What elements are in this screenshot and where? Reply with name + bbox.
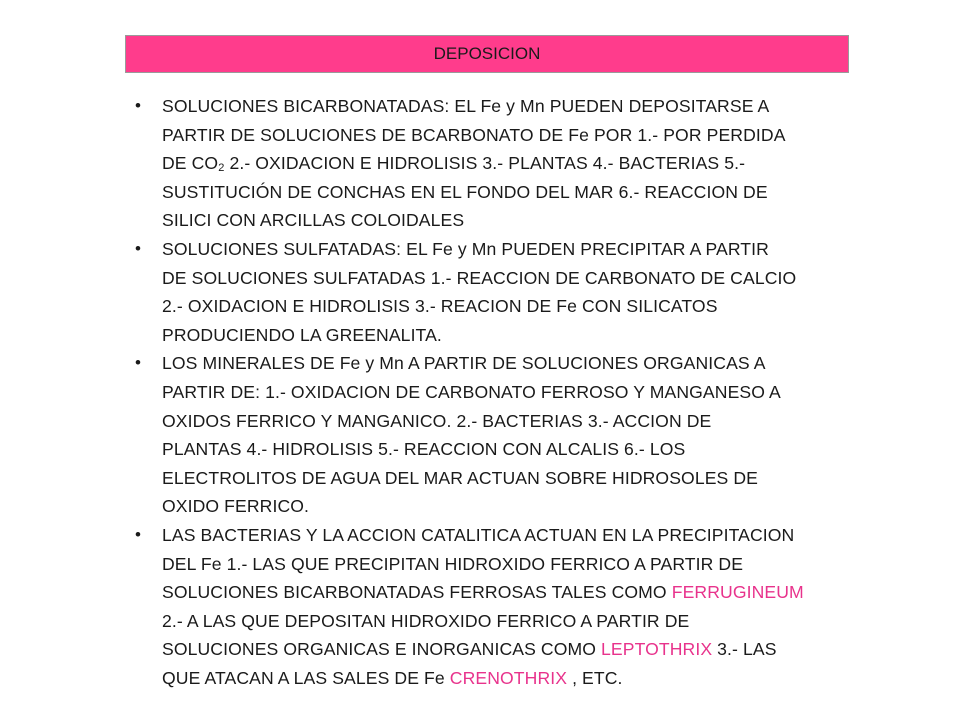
bullet-item bbox=[135, 92, 875, 235]
bullet-line: LAS BACTERIAS Y LA ACCION CATALITICA ACTUAN EN LA PRECIPITACION bbox=[162, 524, 795, 545]
line-text: SOLUCIONES BICARBONATADAS FERROSAS TALES COMO bbox=[162, 582, 672, 603]
bullet-line: ELECTROLITOS DE AGUA DEL MAR ACTUAN SOBRE HIDROSOLES DE bbox=[162, 467, 759, 488]
bullet-line: SUSTITUCIÓN DE CONCHAS EN EL FONDO DEL MAR 6.- REACCION DE bbox=[162, 181, 768, 202]
bullet-item bbox=[135, 349, 875, 521]
highlighted-term: FERRUGINEUM bbox=[671, 582, 804, 603]
bullet-line: SOLUCIONES BICARBONATADAS: EL Fe y Mn PUEDEN DEPOSITARSE A bbox=[162, 96, 770, 116]
bullet-line: 2.- A LAS QUE DEPOSITAN HIDROXIDO FERRICO A PARTIR DE bbox=[162, 610, 690, 631]
slide-title: DEPOSICION bbox=[433, 44, 541, 63]
bullet-line: SOLUCIONES SULFATADAS: EL Fe y Mn PUEDEN PRECIPITAR A PARTIR bbox=[162, 238, 769, 259]
bullet-line: PARTIR DE SOLUCIONES DE BCARBONATO DE Fe POR 1.- POR PERDIDA bbox=[162, 124, 786, 145]
bullet-dot-icon: • bbox=[135, 96, 142, 115]
bullet-line: 2.- OXIDACION E HIDROLISIS 3.- REACION DE Fe CON SILICATOS bbox=[162, 296, 718, 317]
line-text: DE CO bbox=[162, 153, 219, 174]
bullet-line: PLANTAS 4.- HIDROLISIS 5.- REACCION CON ALCALIS 6.- LOS bbox=[162, 439, 686, 460]
line-text: , ETC. bbox=[567, 667, 623, 688]
bullet-line: PARTIR DE: 1.- OXIDACION DE CARBONATO FERROSO Y MANGANESO A bbox=[162, 381, 781, 402]
bullet-line bbox=[162, 664, 875, 693]
line-text: 2.- OXIDACION E HIDROLISIS 3.- PLANTAS 4.- BACTERIAS 5.- bbox=[224, 153, 746, 174]
slide-title-bar bbox=[125, 35, 849, 73]
bullet-line: LOS MINERALES DE Fe y Mn A PARTIR DE SOLUCIONES ORGANICAS A bbox=[162, 353, 766, 374]
bullet-line bbox=[162, 635, 875, 664]
highlighted-term: CRENOTHRIX bbox=[449, 667, 568, 688]
bullet-item bbox=[135, 235, 875, 349]
bullet-dot-icon: • bbox=[135, 353, 142, 373]
bullet-line: OXIDOS FERRICO Y MANGANICO. 2.- BACTERIAS 3.- ACCION DE bbox=[162, 410, 712, 431]
bullet-dot-icon: • bbox=[135, 524, 142, 544]
line-text: QUE ATACAN A LAS SALES DE Fe bbox=[162, 667, 450, 688]
bullet-line bbox=[162, 578, 875, 607]
bullet-line: SILICI CON ARCILLAS COLOIDALES bbox=[162, 210, 465, 231]
bullet-line: OXIDO FERRICO. bbox=[162, 496, 310, 517]
bullet-line: DEL Fe 1.- LAS QUE PRECIPITAN HIDROXIDO FERRICO A PARTIR DE bbox=[162, 553, 744, 574]
line-text: 3.- LAS bbox=[712, 639, 777, 660]
highlighted-term: LEPTOTHRIX bbox=[601, 639, 713, 660]
bullet-line bbox=[162, 149, 875, 178]
line-text: SOLUCIONES ORGANICAS E INORGANICAS COMO bbox=[162, 639, 602, 660]
bullet-list bbox=[135, 92, 875, 692]
bullet-dot-icon: • bbox=[135, 238, 142, 258]
bullet-line: DE SOLUCIONES SULFATADAS 1.- REACCION DE CARBONATO DE CALCIO bbox=[162, 267, 797, 288]
bullet-line: PRODUCIENDO LA GREENALITA. bbox=[162, 324, 442, 345]
bullet-item bbox=[135, 521, 875, 693]
subscript: 2 bbox=[218, 162, 225, 175]
